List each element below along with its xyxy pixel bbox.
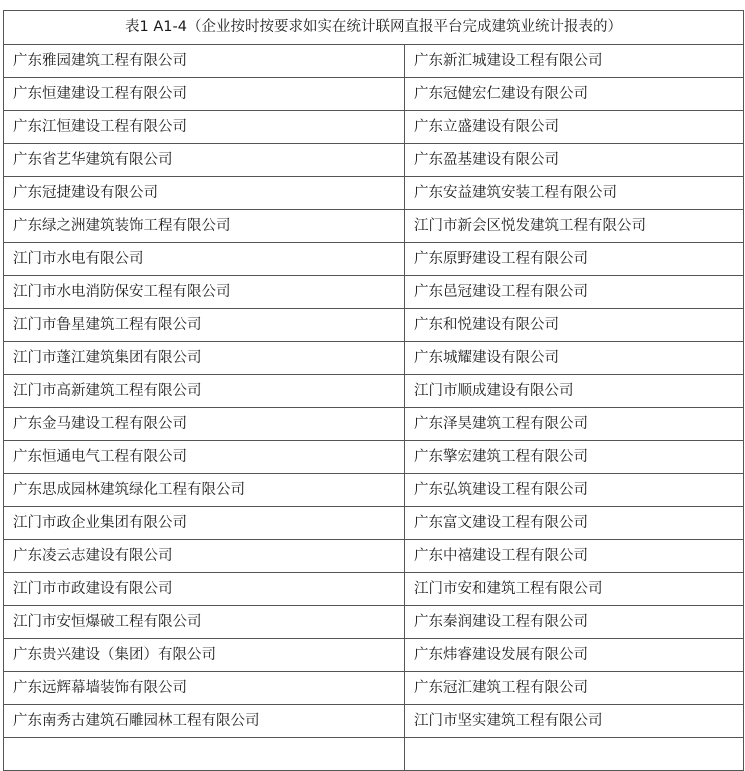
company-name-right: 广东弘筑建设工程有限公司 [405, 474, 744, 507]
company-name-left: 广东冠捷建设有限公司 [4, 177, 405, 210]
company-name-left: 广东南秀古建筑石雕园林工程有限公司 [4, 705, 405, 738]
company-name-left: 江门市市政建设有限公司 [4, 573, 405, 606]
company-name-left: 广东绿之洲建筑装饰工程有限公司 [4, 210, 405, 243]
table-row [4, 276, 744, 309]
empty-cell [4, 738, 405, 771]
company-name-right: 广东冠汇建筑工程有限公司 [405, 672, 744, 705]
table-row-partial [4, 738, 744, 771]
company-name-left: 广东江恒建设工程有限公司 [4, 111, 405, 144]
company-name-right: 广东泽昊建筑工程有限公司 [405, 408, 744, 441]
table-row [4, 540, 744, 573]
company-name-left: 广东恒建建设工程有限公司 [4, 78, 405, 111]
table-row [4, 342, 744, 375]
empty-cell [405, 738, 744, 771]
company-name-right: 广东炜睿建设发展有限公司 [405, 639, 744, 672]
company-name-right: 广东中禧建设工程有限公司 [405, 540, 744, 573]
company-name-left: 江门市鲁星建筑工程有限公司 [4, 309, 405, 342]
company-name-right: 广东秦润建设工程有限公司 [405, 606, 744, 639]
company-name-left: 江门市高新建筑工程有限公司 [4, 375, 405, 408]
company-name-left: 广东恒通电气工程有限公司 [4, 441, 405, 474]
company-name-left: 江门市蓬江建筑集团有限公司 [4, 342, 405, 375]
table-row [4, 243, 744, 276]
company-name-right: 广东擎宏建筑工程有限公司 [405, 441, 744, 474]
company-name-left: 江门市水电消防保安工程有限公司 [4, 276, 405, 309]
table-row [4, 672, 744, 705]
company-name-left: 广东贵兴建设（集团）有限公司 [4, 639, 405, 672]
table-row [4, 177, 744, 210]
table-row [4, 639, 744, 672]
table-title: 表1 A1-4（企业按时按要求如实在统计联网直报平台完成建筑业统计报表的） [4, 11, 744, 45]
table-row [4, 375, 744, 408]
company-table [3, 10, 744, 771]
company-name-right: 广东原野建设工程有限公司 [405, 243, 744, 276]
table-row [4, 705, 744, 738]
company-name-left: 江门市政企业集团有限公司 [4, 507, 405, 540]
company-name-right: 江门市顺成建设有限公司 [405, 375, 744, 408]
company-name-left: 广东凌云志建设有限公司 [4, 540, 405, 573]
company-name-right: 江门市新会区悦发建筑工程有限公司 [405, 210, 744, 243]
company-name-left: 江门市水电有限公司 [4, 243, 405, 276]
table-row [4, 210, 744, 243]
table-row [4, 309, 744, 342]
table-row [4, 573, 744, 606]
company-name-right: 广东富文建设工程有限公司 [405, 507, 744, 540]
table-row [4, 408, 744, 441]
table-row [4, 144, 744, 177]
table-row [4, 45, 744, 78]
company-name-left: 广东远辉幕墙装饰有限公司 [4, 672, 405, 705]
company-name-left: 江门市安恒爆破工程有限公司 [4, 606, 405, 639]
company-name-right: 广东盈基建设有限公司 [405, 144, 744, 177]
company-name-right: 广东邑冠建设工程有限公司 [405, 276, 744, 309]
company-name-left: 广东省艺华建筑有限公司 [4, 144, 405, 177]
company-name-right: 江门市坚实建筑工程有限公司 [405, 705, 744, 738]
table-row [4, 78, 744, 111]
company-name-right: 广东冠健宏仁建设有限公司 [405, 78, 744, 111]
table-row [4, 474, 744, 507]
company-name-left: 广东金马建设工程有限公司 [4, 408, 405, 441]
company-name-right: 广东立盛建设有限公司 [405, 111, 744, 144]
table-row [4, 441, 744, 474]
table-title-row [4, 11, 744, 45]
company-name-right: 广东城耀建设有限公司 [405, 342, 744, 375]
table-row [4, 606, 744, 639]
company-name-left: 广东雅园建筑工程有限公司 [4, 45, 405, 78]
company-name-right: 广东和悦建设有限公司 [405, 309, 744, 342]
table-row [4, 111, 744, 144]
company-name-right: 广东安益建筑安装工程有限公司 [405, 177, 744, 210]
company-name-left: 广东思成园林建筑绿化工程有限公司 [4, 474, 405, 507]
company-name-right: 广东新汇城建设工程有限公司 [405, 45, 744, 78]
company-name-right: 江门市安和建筑工程有限公司 [405, 573, 744, 606]
table-row [4, 507, 744, 540]
